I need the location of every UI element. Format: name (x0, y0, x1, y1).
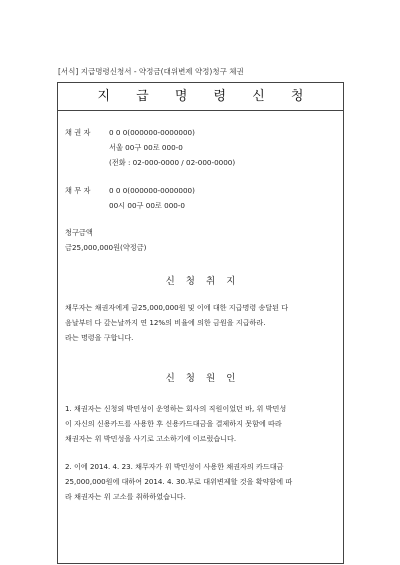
cause-heading: 신 청 원 인 (165, 373, 240, 384)
creditor-label: 채 권 자 (65, 128, 91, 137)
cause-line: 이 자신의 신용카드를 사용한 후 신용카드대금을 결제하지 못함에 따라 (65, 419, 282, 428)
cause-paragraph-2 (65, 459, 337, 504)
document-title: 지 급 명 령 신 청 (58, 83, 343, 111)
cause-paragraph-1 (65, 401, 337, 446)
cause-line: 1. 채권자는 신청외 박민성이 운영하는 회사의 직원이었던 바, 위 박민성 (65, 404, 287, 413)
purpose-line: 음날부터 다 갚는날까지 연 12%의 비율에 의한 금원을 지급하라. (65, 318, 266, 327)
cause-line: 2. 이에 2014. 4. 23. 채무자가 위 박민성이 사용한 채권자의 카드대금 (65, 462, 284, 471)
claim-amount: 금25,000,000원(약정금) (65, 243, 147, 252)
cause-line: 25,000,000원에 대하여 2014. 4. 30.부로 대위변제할 것을 확약함에 따 (65, 477, 293, 486)
purpose-paragraph (65, 300, 337, 345)
purpose-line: 라는 명령을 구합니다. (65, 333, 134, 342)
cause-line: 채권자는 위 박민성을 사기로 고소하기에 이르렀습니다. (65, 434, 237, 443)
debtor-address: 00시 00구 00로 000-0 (109, 201, 186, 210)
creditor-address: 서울 00구 00로 000-0 (109, 143, 183, 152)
document-frame (57, 82, 344, 564)
form-caption: [서식] 지급명령신청서 - 약정금(대위변제 약정)청구 체권 (58, 67, 244, 76)
creditor-phone: (전화 : 02-000-0000 / 02-000-0000) (109, 158, 236, 167)
creditor-name: 0 0 0(000000-0000000) (109, 128, 195, 137)
cause-line: 라 채권자는 위 고소를 취하하였습니다. (65, 492, 186, 501)
debtor-name: 0 0 0(000000-0000000) (109, 186, 195, 195)
purpose-heading: 신 청 취 지 (165, 276, 240, 287)
purpose-line: 채무자는 채권자에게 금25,000,000원 및 이에 대한 지급명령 송달된 다 (65, 303, 289, 312)
debtor-label: 채 무 자 (65, 186, 91, 195)
claim-label: 청구금액 (65, 228, 93, 237)
